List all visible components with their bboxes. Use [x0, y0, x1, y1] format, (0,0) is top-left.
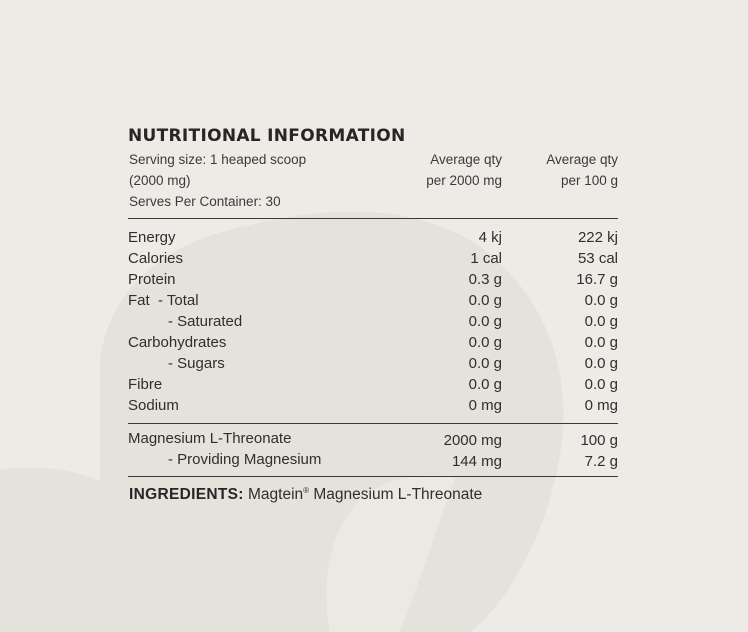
col-header-per-serving-line2: per 2000 mg — [426, 173, 502, 188]
table-row — [128, 395, 618, 416]
table-row — [128, 428, 618, 449]
table-row — [128, 449, 618, 470]
serving-size-weight: (2000 mg) — [129, 173, 191, 188]
nutrient-name: Carbohydrates — [128, 334, 227, 351]
nutrient-name: - Saturated — [168, 313, 243, 330]
table-row — [128, 332, 618, 353]
ingredients-line — [129, 486, 482, 504]
nutrient-name: Energy — [128, 229, 176, 246]
per-100g-value: 222 kj — [577, 229, 618, 246]
table-row — [128, 227, 618, 248]
active-name: Magnesium L-Threonate — [128, 430, 292, 447]
col-header-per-100g-line2: per 100 g — [560, 173, 618, 188]
ingredients-label: INGREDIENTS: — [129, 486, 244, 503]
trademark-symbol: ® — [303, 486, 310, 495]
per-serving-value: 0.0 g — [468, 313, 502, 330]
col-header-per-serving-line1: Average qty — [430, 152, 502, 167]
per-serving-value: 0.3 g — [468, 271, 502, 288]
per-serving-value: 2000 mg — [443, 432, 502, 449]
table-row — [128, 248, 618, 269]
per-100g-value: 0 mg — [584, 397, 618, 414]
per-100g-value: 100 g — [580, 432, 618, 449]
per-serving-value: 0.0 g — [468, 376, 502, 393]
per-100g-value: 16.7 g — [576, 271, 618, 288]
col-header-per-100g-line1: Average qty — [546, 152, 618, 167]
per-100g-value: 0.0 g — [584, 292, 618, 309]
nutrition-panel — [128, 124, 618, 503]
per-serving-value: 144 mg — [451, 453, 502, 470]
nutrition-title: NUTRITIONAL INFORMATION — [128, 126, 406, 146]
nutrient-name: Fibre — [128, 376, 163, 393]
table-row — [128, 353, 618, 374]
ingredient-name: Magnesium L-Threonate — [309, 486, 483, 503]
nutrient-name: Fat - Total — [128, 292, 199, 309]
per-serving-value: 0.0 g — [468, 292, 502, 309]
per-100g-value: 0.0 g — [584, 376, 618, 393]
nutrient-name: Sodium — [128, 397, 179, 414]
per-serving-value: 0.0 g — [468, 334, 502, 351]
per-serving-value: 4 kj — [478, 229, 502, 246]
per-serving-value: 0 mg — [468, 397, 502, 414]
per-100g-value: 53 cal — [577, 250, 618, 267]
nutrient-name: - Sugars — [168, 355, 225, 372]
per-serving-value: 1 cal — [470, 250, 502, 267]
per-100g-value: 0.0 g — [584, 313, 618, 330]
ingredient-brand: Magtein — [248, 486, 304, 503]
nutrient-name: Protein — [128, 271, 176, 288]
per-100g-value: 0.0 g — [584, 355, 618, 372]
per-100g-value: 7.2 g — [584, 453, 618, 470]
serves-per-container: Serves Per Container: 30 — [129, 194, 281, 209]
active-name: - Providing Magnesium — [168, 451, 322, 468]
serving-size: Serving size: 1 heaped scoop — [129, 152, 307, 167]
divider-bottom — [128, 476, 618, 477]
table-row — [128, 311, 618, 332]
table-row — [128, 269, 618, 290]
per-serving-value: 0.0 g — [468, 355, 502, 372]
per-100g-value: 0.0 g — [584, 334, 618, 351]
nutrient-name: Calories — [128, 250, 184, 267]
table-row — [128, 374, 618, 395]
divider-top — [128, 218, 618, 219]
table-row — [128, 290, 618, 311]
divider-middle — [128, 423, 618, 424]
